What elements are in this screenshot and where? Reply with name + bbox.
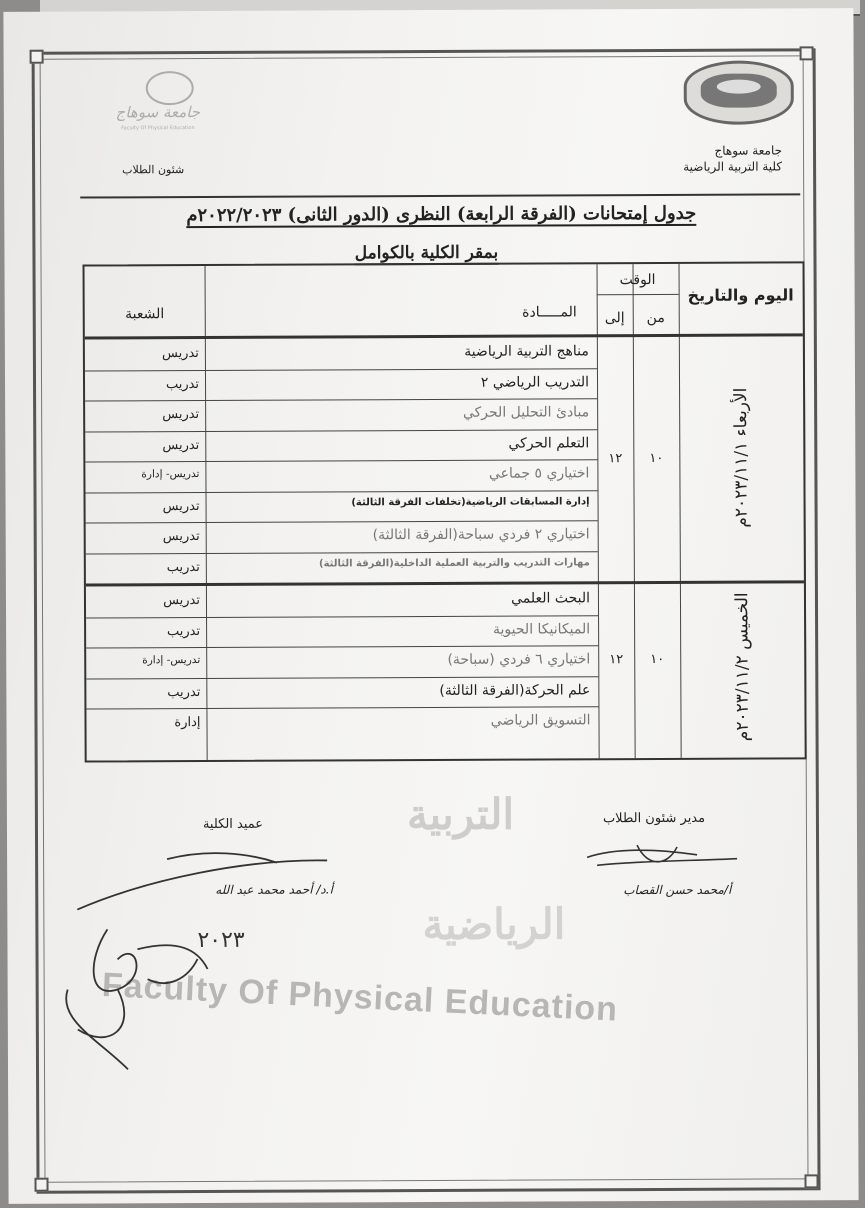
exam-schedule-table: [83, 261, 807, 762]
branch-cell: تدريس: [162, 437, 200, 453]
table-row-line: [86, 551, 598, 554]
table-row-line: [86, 615, 598, 618]
time-to: ١٢: [608, 451, 623, 467]
subject-cell: اختياري ٥ جماعي: [488, 465, 590, 482]
faculty-logo: جامعة سوهاج Faculty Of Physical Education: [108, 71, 208, 133]
branch-cell: تدريس: [162, 407, 200, 423]
branch-cell: تدريب: [166, 623, 201, 639]
university-seal-logo: [684, 60, 794, 124]
group-divider: [86, 580, 804, 586]
table-column-line: [679, 264, 682, 758]
subject-cell: مهارات التدريب والتربية العملية الداخلية(الفرقة الثالثة): [318, 556, 590, 569]
header-to: إلى: [604, 310, 625, 327]
director-signature: [577, 827, 747, 878]
header-day-date: اليوم والتاريخ: [687, 285, 794, 305]
subject-cell: التسويق الرياضي: [490, 712, 591, 729]
subject-cell: اختياري ٦ فردي (سباحة): [447, 651, 591, 668]
table-column-line: [597, 264, 600, 758]
document-title: جدول إمتحانات (الفرقة الرابعة) النظرى (الدور الثانى) ٢٠٢٢/٢٠٢٣م: [186, 202, 697, 227]
student-affairs-director-name: أ/محمد حسن القصاب: [623, 882, 732, 898]
institution-block: [683, 142, 782, 174]
table-row-line: [597, 294, 679, 295]
header-subject: المـــــادة: [522, 304, 577, 321]
dean-title: عميد الكلية: [202, 816, 264, 832]
time-from: ١٠: [649, 450, 664, 467]
day-date-cell: الأربعاء ٢٠٢٣/١١/١م: [731, 387, 752, 528]
border-corner: [804, 1174, 818, 1188]
branch-cell: تدريس: [162, 529, 200, 545]
table-row-line: [86, 520, 598, 523]
subject-cell: التعلم الحركي: [508, 434, 590, 452]
faculty-name: كلية التربية الرياضية: [683, 159, 783, 174]
branch-cell: تدريب: [166, 559, 200, 575]
subject-cell: إدارة المسابقات الرياضية(تخلفات الفرقة الثالثة): [351, 495, 590, 508]
document-page: [3, 8, 858, 1204]
svg-text:٢٠٢٣: ٢٠٢٣: [197, 927, 245, 954]
subject-cell: مناهج التربية الرياضية: [464, 343, 589, 360]
day-date-cell: الخميس ٢٠٢٣/١١/٢م: [731, 592, 753, 742]
branch-cell: تدريب: [165, 376, 200, 392]
subject-cell: الميكانيكا الحيوية: [492, 620, 591, 638]
table-column-line: [633, 264, 636, 758]
table-row-line: [85, 490, 597, 493]
time-from: ١٠: [650, 652, 665, 668]
branch-cell: تدريس: [163, 593, 201, 609]
table-row-line: [86, 645, 598, 648]
branch-cell: تدريب: [167, 684, 201, 700]
branch-cell: إدارة: [174, 715, 201, 731]
branch-cell: تدريس- إدارة: [141, 468, 200, 481]
watermark-english: Faculty Of Physical Education: [101, 965, 619, 1029]
table-row-line: [85, 398, 597, 401]
dean-signature: [47, 838, 348, 1079]
branch-cell: تدريس- إدارة: [142, 654, 201, 667]
table-row-line: [85, 459, 597, 462]
watermark-arabic: التربية: [406, 789, 515, 840]
document-subtitle: بمقر الكلية بالكوامل: [354, 242, 499, 264]
header-time: الوقت: [619, 272, 656, 289]
border-corner: [800, 46, 814, 60]
header-branch: الشعبة: [125, 306, 165, 323]
table-row-line: [85, 429, 597, 432]
department-name: شئون الطلاب: [122, 163, 185, 177]
subject-cell: علم الحركة(الفرقة الثالثة): [439, 681, 591, 699]
university-name: جامعة سوهاج: [714, 143, 783, 158]
branch-cell: تدريس: [162, 498, 200, 514]
subject-cell: مبادئ التحليل الحركي: [462, 404, 590, 421]
table-header-rule: [85, 333, 803, 339]
time-to: ١٢: [609, 652, 624, 668]
table-column-line: [205, 266, 208, 760]
table-row-line: [86, 676, 598, 679]
subject-cell: البحث العلمي: [511, 590, 591, 607]
subject-cell: التدريب الرياضي ٢: [480, 373, 590, 391]
watermark-arabic: الرياضية: [422, 899, 566, 950]
dean-name: أ.د/ أحمد محمد عبد الله: [215, 882, 333, 897]
border-corner: [30, 50, 44, 64]
table-row-line: [85, 368, 597, 371]
table-row-line: [86, 706, 598, 709]
border-corner: [34, 1178, 48, 1192]
header-from: من: [646, 309, 665, 327]
subject-cell: اختياري ٢ فردي سباحة(الفرقة الثالثة): [372, 526, 590, 544]
student-affairs-director-title: مدير شئون الطلاب: [602, 810, 706, 827]
branch-cell: تدريس: [161, 346, 199, 362]
